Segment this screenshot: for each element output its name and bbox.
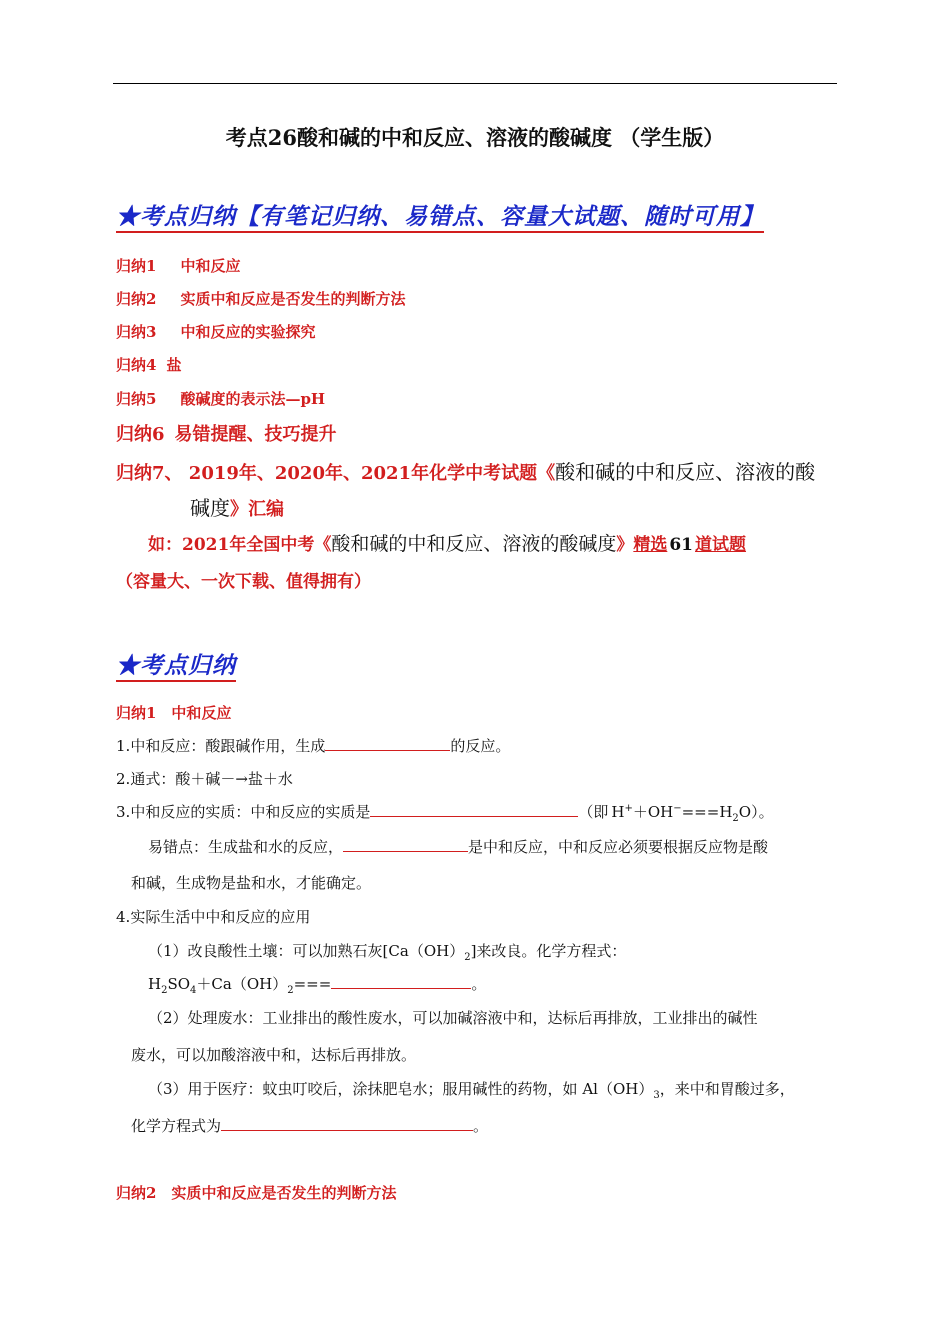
toc-item-4[interactable]: 归纳4 盐 (116, 356, 182, 374)
s1-line-5: 和碱，生成物是盐和水，才能确定。 (131, 874, 372, 892)
section1-heading: 归纳1 中和反应 (116, 704, 232, 722)
toc-item-2[interactable]: 归纳2 实质中和反应是否发生的判断方法 (116, 290, 406, 308)
s1-line-1: 1.中和反应：酸跟碱作用，生成 的反应。 (116, 737, 511, 755)
toc-item-7[interactable]: 归纳7、 2019年、2020年、2021年化学中考试题《酸和碱的中和反应、溶液的酸 (116, 460, 816, 484)
blank-2[interactable] (370, 802, 578, 817)
blank-5[interactable] (221, 1116, 473, 1131)
toc-item-3[interactable]: 归纳3 中和反应的实验探究 (116, 323, 316, 341)
s1-line-4: 易错点：生成盐和水的反应， 是中和反应，中和反应必须要根据反应物是酸 (148, 838, 769, 856)
blank-1[interactable] (325, 736, 450, 751)
toc-item-6[interactable]: 归纳6 易错提醒、技巧提升 (116, 424, 337, 445)
s1-line-12: 化学方程式为 。 (131, 1117, 489, 1135)
toc-item-7-cont: 碱度》汇编 (190, 496, 284, 520)
promo-line[interactable]: 如：2021年全国中考《酸和碱的中和反应、溶液的酸碱度》精选 61 道试题 (148, 533, 747, 555)
section-banner: ★考点归纳 (116, 647, 236, 680)
s1-line-7: （1）改良酸性土壤：可以加熟石灰$[Ca(OH)_2]$来改良。化学方程式： (148, 942, 627, 963)
s1-line-3: 3.中和反应的实质：中和反应的实质是 （即 $H^++OH^-===H_2O$）。 (116, 803, 774, 824)
s1-line-8: $H_2SO_4+Ca(OH)_2===$ 。 (148, 975, 487, 996)
toc-item-5[interactable]: 归纳5 酸碱度的表示法—pH (116, 390, 326, 408)
top-banner: ★考点归纳【有笔记归纳、易错点、容量大试题、随时可用】 (116, 198, 764, 231)
s1-line-9: （2）处理废水：工业排出的酸性废水，可以加碱溶液中和，达标后再排放，工业排出的碱性 (148, 1009, 758, 1027)
blank-4[interactable] (331, 974, 471, 989)
section2-heading: 归纳2 实质中和反应是否发生的判断方法 (116, 1184, 397, 1202)
blank-3[interactable] (343, 837, 468, 852)
promo-subline: （容量大、一次下载、值得拥有） (116, 572, 371, 592)
toc-item-1[interactable]: 归纳1 中和反应 (116, 257, 241, 275)
s1-line-11: （3）用于医疗：蚊虫叮咬后，涂抹肥皂水；服用碱性的药物，如 $Al(OH)_3$，来中和胃酸过多， (148, 1080, 795, 1101)
page-title: 考点26酸和碱的中和反应、溶液的酸碱度 （学生版） (225, 125, 725, 150)
s1-line-10: 废水，可以加酸溶液中和，达标后再排放。 (131, 1046, 417, 1064)
header-rule (113, 83, 837, 84)
s1-line-2: 2.通式：酸＋碱－→盐＋水 (116, 770, 293, 788)
s1-line-6: 4.实际生活中中和反应的应用 (116, 908, 311, 926)
